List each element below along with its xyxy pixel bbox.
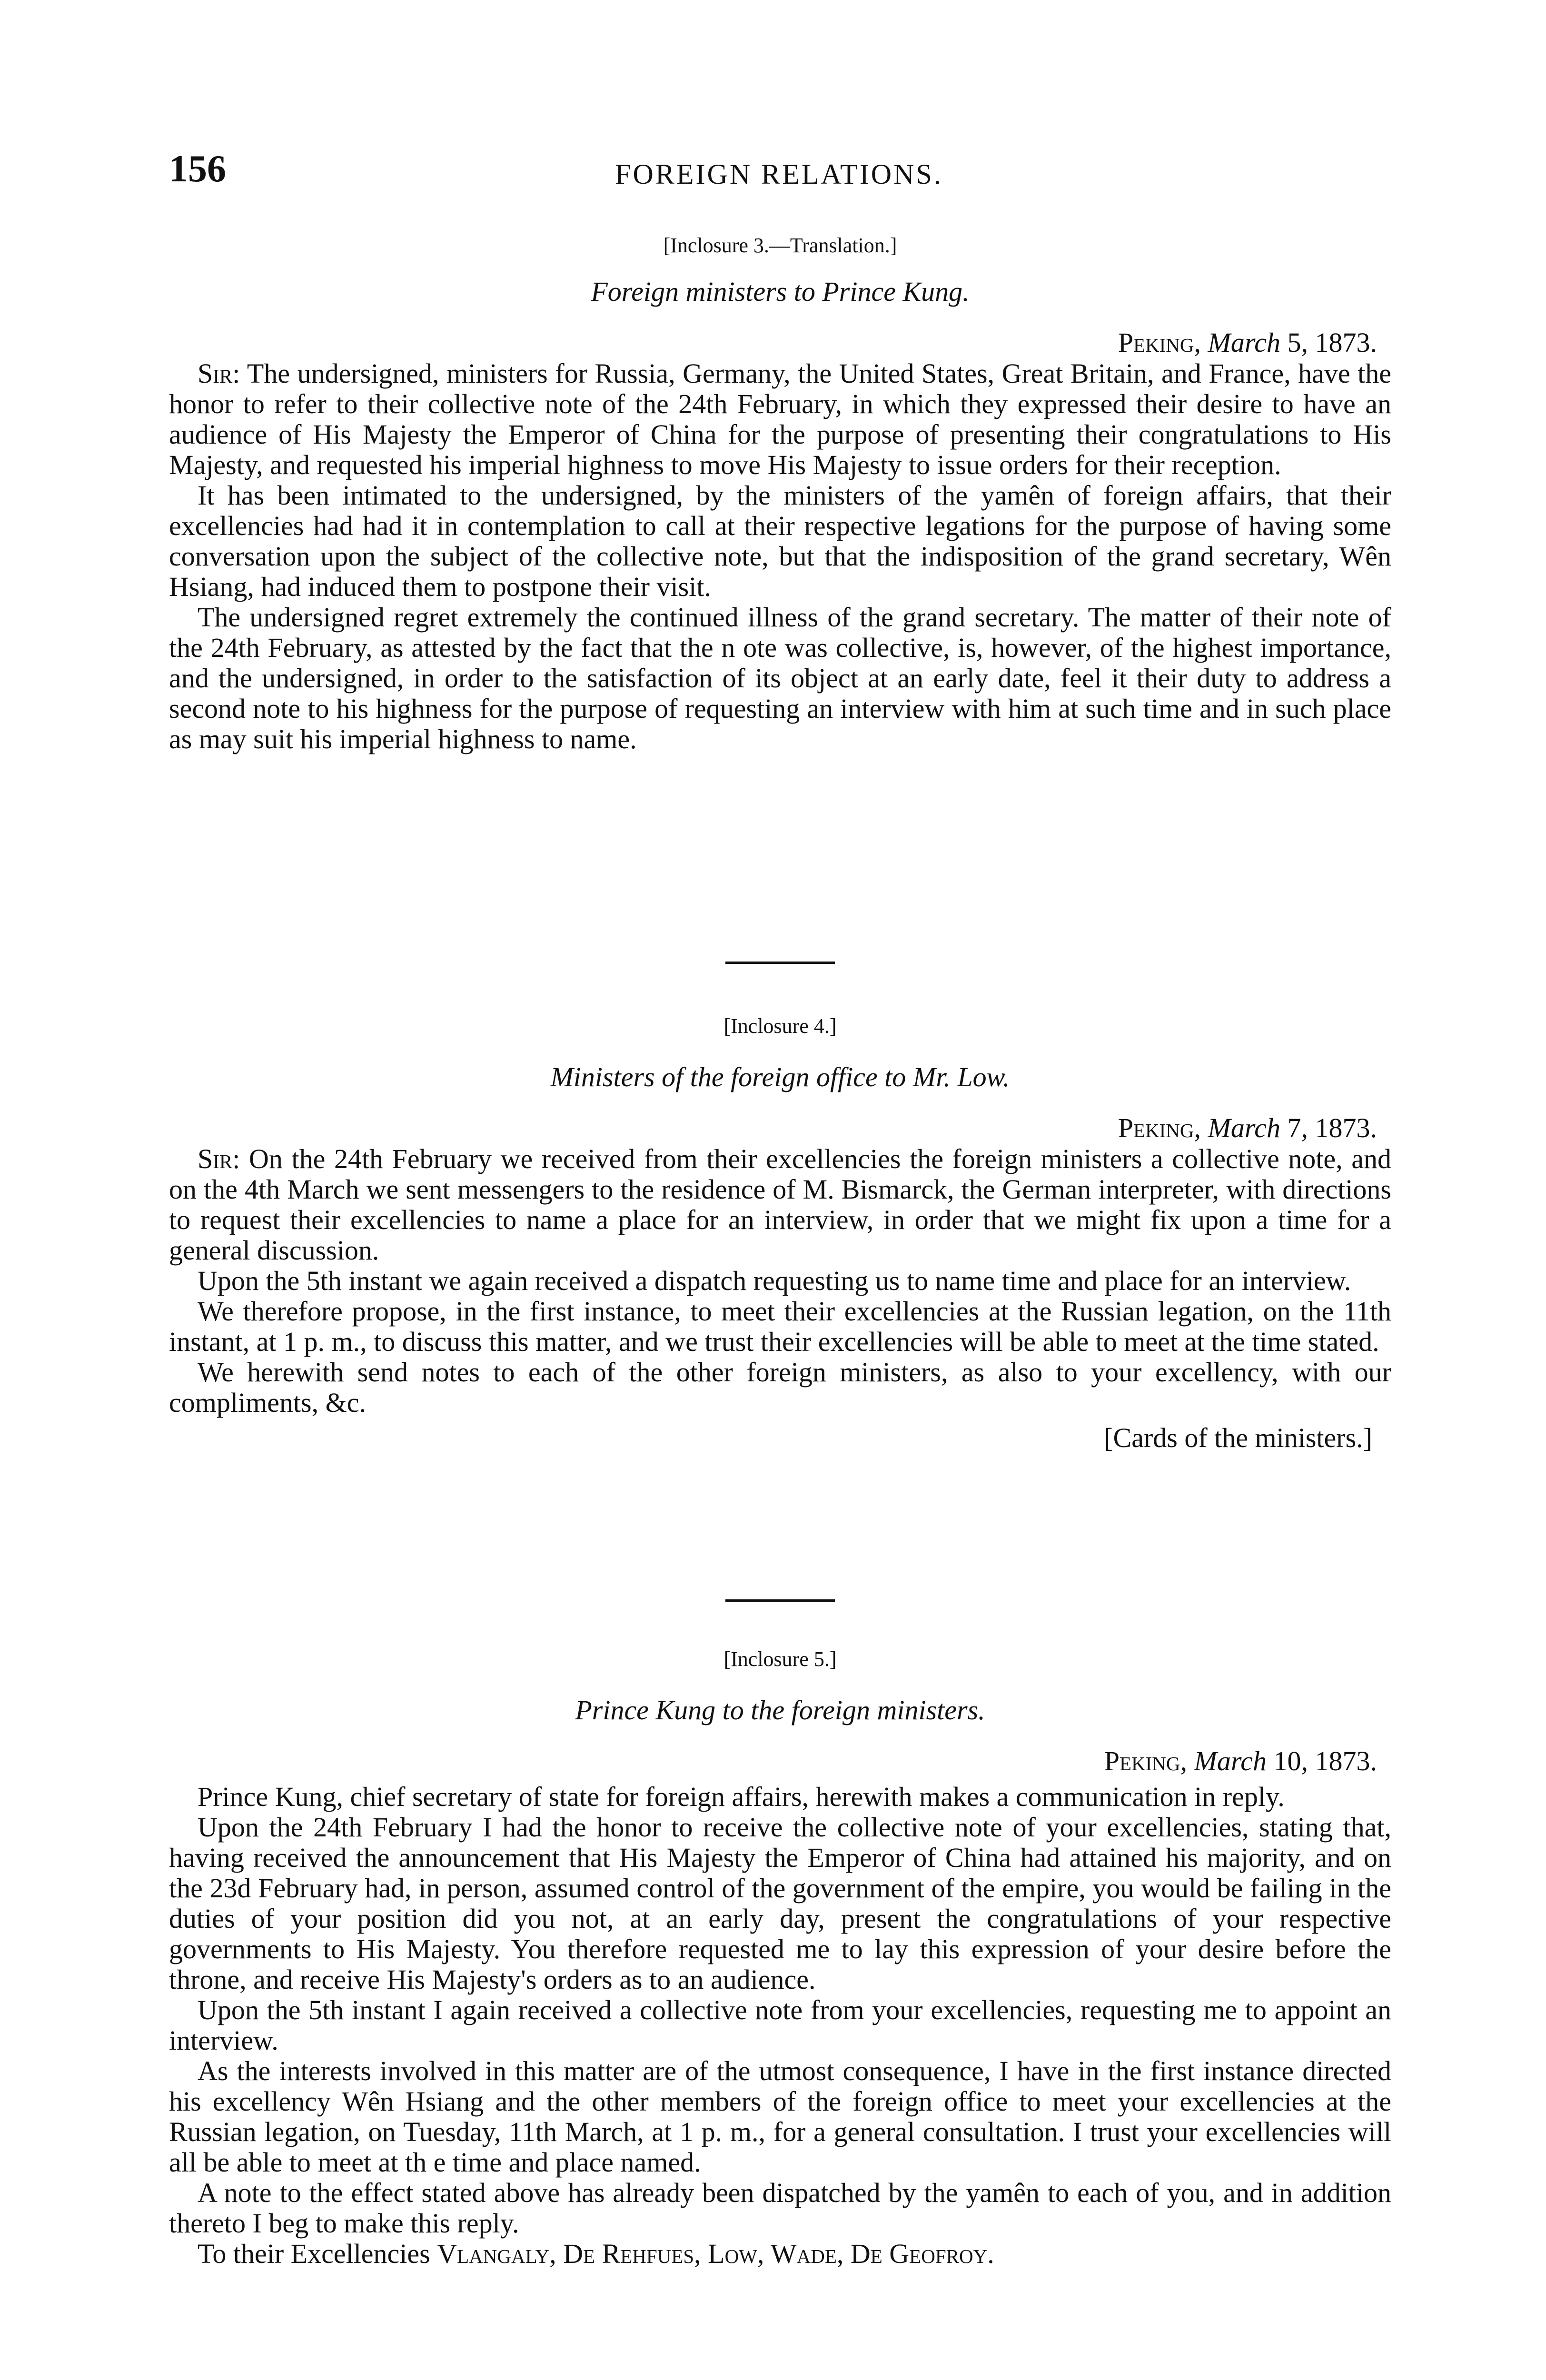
inclosure-3-label: [Inclosure 3.—Translation.] [663,234,897,257]
inclosure-5 [169,1647,1391,2269]
section-divider-1 [169,962,1391,964]
closing-prefix: To their Excellencies [198,2238,430,2269]
paragraph-text: The undersigned, ministers for Russia, Germany, the United States, Great Britain, and France, have the honor to refer to their collective note of the 24th February, in which they expressed their desire to have an audience of His Majesty the Emperor of China for the purpose of presenting their congratulations to His Majesty, and requested his imperial highness to move His Majesty to issue orders for their reception. [169,358,1391,480]
salutation: Sir: [198,1143,240,1174]
inclosure-4-paragraph-2: Upon the 5th instant we again received a dispatch requesting us to name time and place for an interview. [198,1265,1351,1296]
inclosure-4 [169,1014,1391,1454]
inclosure-4-paragraph-3: We therefore propose, in the first instance, to meet their excellencies at the Russian legation, on the 11th instant, at 1 p. m., to discuss this matter, and we trust their excellencies will be able to meet at the time stated. [169,1296,1391,1357]
dateline-place: Peking, [1118,1112,1201,1143]
inclosure-4-label: [Inclosure 4.] [723,1014,837,1038]
dateline-place: Peking, [1104,1745,1188,1776]
paragraph-text: On the 24th February we received from their excellencies the foreign ministers a collective note, and on the 4th March we sent messengers to the residence of M. Bismarck, the German interpreter, with directions to request their excellencies to name a place for an interview, in order that we might fix upon a time for a general discussion. [169,1143,1392,1266]
inclosure-5-paragraph-2: Upon the 24th February I had the honor to receive the collective note of your excellencies, stating that, having received the announcement that His Majesty the Emperor of China had attained his majority, and on the 23d February had, in person, assumed control of the government of the empire, you would be failing in the duties of your position did you not, at an early day, present the congratulations of your respective governments to His Majesty. You therefore requested me to lay this expression of your desire before the throne, and receive His Majesty's orders as to an audience. [169,1812,1391,1995]
divider-rule [725,962,835,964]
page-header [169,148,1389,200]
closing-addressees [169,2239,1391,2269]
inclosure-3-paragraph-3: The undersigned regret extremely the continued illness of the grand secretary. The matter of their note of the 24th February, as attested by the fact that the n ote was collective, is, however, of the highest importance, and the undersigned, in order to the satisfaction of its object at an early date, feel it their duty to address a second note to his highness for the purpose of requesting an interview with him at such time and in such place as may suit his imperial highness to name. [169,602,1391,754]
inclosure-5-paragraph-4: As the interests involved in this matter are of the utmost consequence, I have in the first instance directed his excellency Wên Hsiang and the other members of the foreign office to meet your excellencies at the Russian legation, on Tuesday, 11th March, at 1 p. m., for a general consultation. I trust your excellencies will all be able to meet at th e time and place named. [169,2055,1391,2178]
dateline-place: Peking, [1118,327,1201,358]
dateline-month: March [1194,1745,1267,1776]
dateline-month: March [1208,327,1280,358]
inclosure-5-paragraph-1: Prince Kung, chief secretary of state for foreign affairs, herewith makes a communication in reply. [198,1781,1285,1812]
page-number: 156 [169,148,226,190]
inclosure-5-title: Prince Kung to the foreign ministers. [575,1695,985,1726]
inclosure-5-paragraph-5: A note to the effect stated above has already been dispatched by the yamên to each of you, and in addition thereto I beg to make this reply. [169,2177,1391,2239]
section-divider-2 [169,1599,1391,1602]
running-head: FOREIGN RELATIONS. [615,159,943,190]
divider-rule [725,1599,835,1602]
cards-of-ministers: [Cards of the ministers.] [1104,1422,1372,1453]
inclosure-5-label: [Inclosure 5.] [723,1647,837,1671]
inclosure-5-paragraph-3: Upon the 5th instant I again received a collective note from your excellencies, requesting me to appoint an interview. [169,1994,1391,2056]
dateline-day-year: 7, 1873. [1287,1112,1377,1143]
salutation: Sir: [198,358,240,389]
closing-names: Vlangaly, De Rehfues, Low, Wade, De Geofroy. [437,2238,994,2269]
inclosure-4-title: Ministers of the foreign office to Mr. Low. [550,1061,1010,1092]
inclosure-3-dateline [169,327,1391,358]
inclosure-3-paragraph-1 [169,358,1391,480]
inclosure-3-paragraph-2: It has been intimated to the undersigned, by the ministers of the yamên of foreign affairs, that their excellencies had had it in contemplation to call at their respective legations for the purpose of having some conversation upon the subject of the collective note, but that the indisposition of the grand secretary, Wên Hsiang, had induced them to postpone their visit. [169,480,1391,602]
dateline-day-year: 5, 1873. [1287,327,1377,358]
inclosure-5-dateline [169,1745,1391,1777]
inclosure-4-paragraph-1 [169,1144,1391,1266]
dateline-day-year: 10, 1873. [1273,1745,1377,1776]
dateline-month: March [1208,1112,1280,1143]
inclosure-4-dateline [169,1112,1391,1144]
inclosure-3-title: Foreign ministers to Prince Kung. [591,276,970,307]
inclosure-4-paragraph-4: We herewith send notes to each of the other foreign ministers, as also to your excellency, with our compliments, &c. [169,1357,1391,1418]
inclosure-3 [169,233,1391,754]
